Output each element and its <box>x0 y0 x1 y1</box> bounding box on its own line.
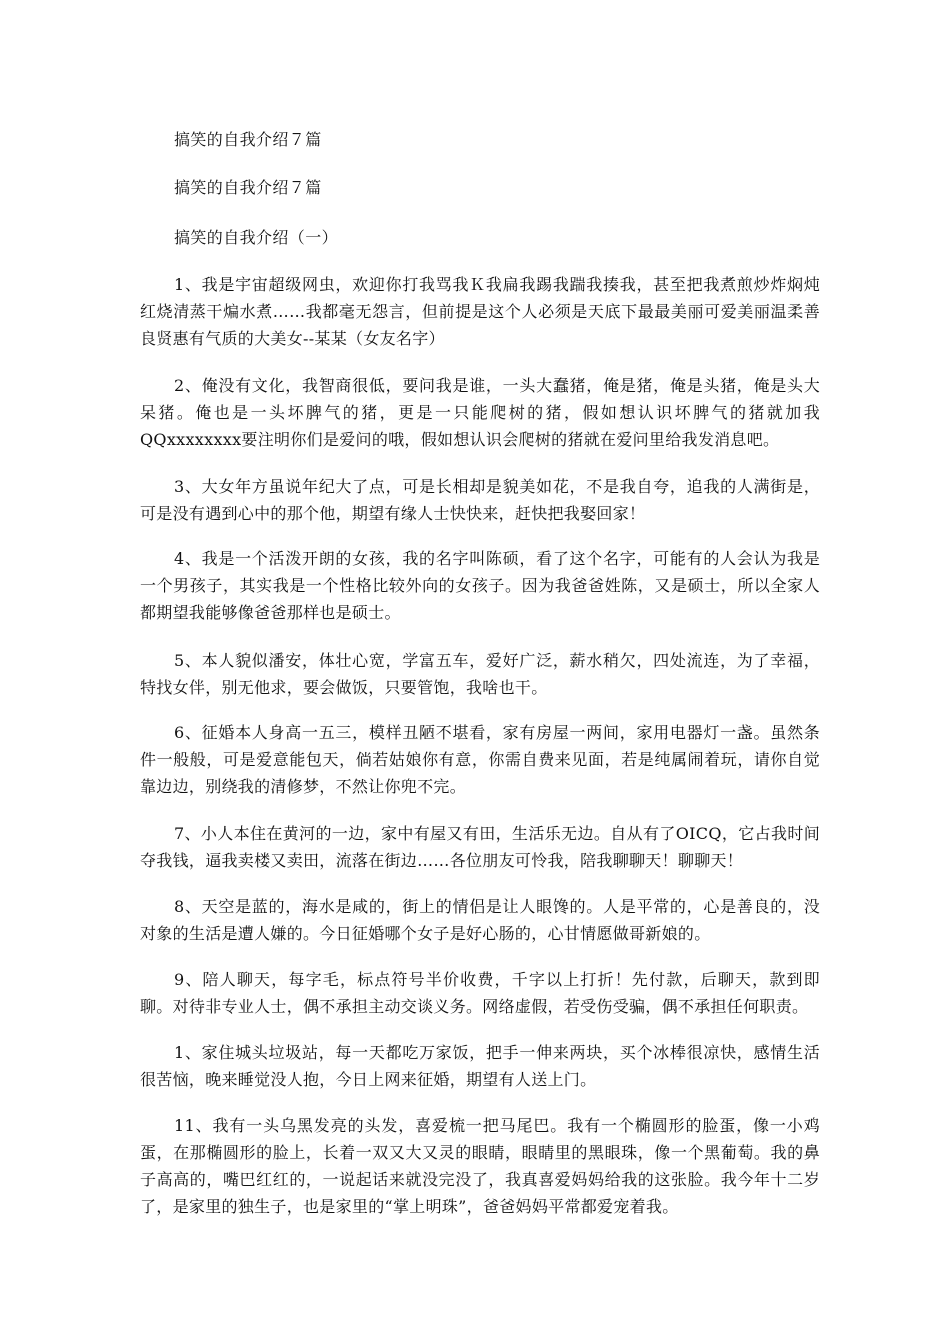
paragraph-4: 4、我是一个活泼开朗的女孩，我的名字叫陈硕，看了这个名字，可能有的人会认为我是一个男孩子，其实我是一个性格比较外向的女孩子。因为我爸爸姓陈，又是硕士，所以全家人都期望我能够像爸爸那样也是硕士。 <box>140 549 820 622</box>
paragraph-3: 3、大女年方虽说年纪大了点，可是长相却是貌美如花，不是我自夸，追我的人满街是，可是没有遇到心中的那个他，期望有缘人士快快来，赶快把我娶回家！ <box>140 477 820 523</box>
paragraph-6: 6、征婚本人身高一五三，模样丑陋不堪看，家有房屋一两间，家用电器灯一盏。虽然条件一般般，可是爱意能包天，倘若姑娘你有意，你需自费来见面，若是纯属闹着玩，请你自觉靠边边，别绕我的清修梦，不然让你兜不完。 <box>140 723 820 796</box>
paragraph-8: 8、天空是蓝的，海水是咸的，街上的情侣是让人眼馋的。人是平常的，心是善良的，没对象的生活是遭人嫌的。今日征婚哪个女子是好心肠的，心甘情愿做哥新娘的。 <box>140 897 820 943</box>
paragraph-5: 5、本人貌似潘安，体壮心宽，学富五车，爱好广泛，薪水稍欠，四处流连，为了幸福，特找女伴，别无他求，要会做饭，只要管饱，我啥也干。 <box>140 651 820 697</box>
section-heading: 搞笑的自我介绍（一） <box>174 228 339 247</box>
paragraph-1: 1、我是宇宙超级网虫，欢迎你打我骂我Ｋ我扁我踢我踹我揍我，甚至把我煮煎炒炸焖炖红烧清蒸干煸水煮……我都毫无怨言，但前提是这个人必须是天底下最最美丽可爱美丽温柔善良贤惠有气质的大美女--某某（女友名字） <box>140 275 820 348</box>
paragraph-9: 9、陪人聊天，每字毛，标点符号半价收费，千字以上打折！先付款，后聊天，款到即聊。对待非专业人士，偶不承担主动交谈义务。网络虚假，若受伤受骗，偶不承担任何职责。 <box>140 970 820 1016</box>
paragraph-11: 11、我有一头乌黑发亮的头发，喜爱梳一把马尾巴。我有一个椭圆形的脸蛋，像一小鸡蛋，在那椭圆形的脸上，长着一双又大又灵的眼睛，眼睛里的黑眼珠，像一个黑葡萄。我的鼻子高高的，嘴巴红红的，一说起话来就没完没了，我真喜爱妈妈给我的这张脸。我今年十二岁了，是家里的独生子，也是家里的“掌上明珠”，爸爸妈妈平常都爱宠着我。 <box>140 1116 820 1216</box>
paragraph-2: 2、俺没有文化，我智商很低，要问我是谁，一头大蠢猪，俺是猪，俺是头猪，俺是头大呆猪。俺也是一头坏脾气的猪，更是一只能爬树的猪，假如想认识坏脾气的猪就加我QQxxxxxxxx要注明你们是爱问的哦，假如想认识会爬树的猪就在爱问里给我发消息吧。 <box>140 376 820 449</box>
document-title: 搞笑的自我介绍７篇 <box>174 130 322 149</box>
document-subtitle: 搞笑的自我介绍７篇 <box>174 178 322 197</box>
paragraph-10: 1、家住城头垃圾站，每一天都吃万家饭，把手一伸来两块，买个冰棒很凉快，感情生活很苦恼，晚来睡觉没人抱，今日上网来征婚，期望有人送上门。 <box>140 1043 820 1089</box>
paragraph-7: 7、小人本住在黄河的一边，家中有屋又有田，生活乐无边。自从有了OICQ，它占我时间夺我钱，逼我卖楼又卖田，流落在街边……各位朋友可怜我，陪我聊聊天！聊聊天！ <box>140 824 820 870</box>
